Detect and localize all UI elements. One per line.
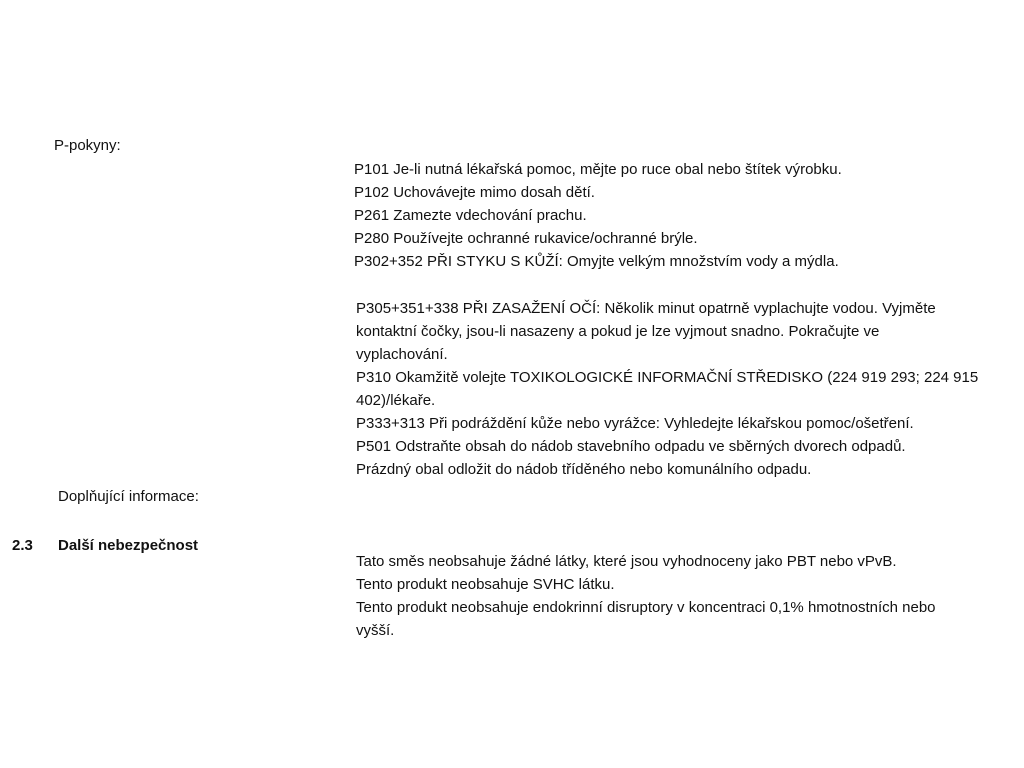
p-statement: P501 Odstraňte obsah do nádob stavebního odpadu ve sběrných dvorech odpadů.: [356, 438, 906, 455]
section-number: 2.3: [12, 537, 33, 554]
p-statement: kontaktní čočky, jsou-li nasazeny a pokud je lze vyjmout snadno. Pokračujte ve: [356, 323, 880, 340]
p-statements-group-2: [356, 297, 978, 481]
p-statement: vyplachování.: [356, 346, 448, 363]
supplementary-info-label: Doplňující informace:: [58, 488, 199, 505]
p-statement: P261 Zamezte vdechování prachu.: [354, 207, 587, 224]
p-statement: P310 Okamžitě volejte TOXIKOLOGICKÉ INFORMAČNÍ STŘEDISKO (224 919 293; 224 915: [356, 369, 979, 386]
hazard-statement: Tato směs neobsahuje žádné látky, které jsou vyhodnoceny jako PBT nebo vPvB.: [356, 553, 897, 570]
p-statement: P101 Je-li nutná lékařská pomoc, mějte po ruce obal nebo štítek výrobku.: [354, 161, 842, 178]
p-statement: P302+352 PŘI STYKU S KŮŽÍ: Omyjte velkým množstvím vody a mýdla.: [354, 253, 839, 270]
p-statement: P280 Používejte ochranné rukavice/ochranné brýle.: [354, 230, 698, 247]
p-statement: P102 Uchovávejte mimo dosah dětí.: [354, 184, 595, 201]
other-hazards-text: [356, 550, 936, 642]
hazard-statement: Tento produkt neobsahuje endokrinní disruptory v koncentraci 0,1% hmotnostních nebo: [356, 599, 936, 616]
p-statement: 402)/lékaře.: [356, 392, 436, 409]
hazard-statement: Tento produkt neobsahuje SVHC látku.: [356, 576, 615, 593]
hazard-statement: vyšší.: [356, 622, 395, 639]
section-title: Další nebezpečnost: [58, 537, 199, 554]
p-statement: Prázdný obal odložit do nádob tříděného nebo komunálního odpadu.: [356, 461, 812, 478]
p-statements-group-1: [354, 158, 842, 273]
p-statement: P305+351+338 PŘI ZASAŽENÍ OČÍ: Několik minut opatrně vyplachujte vodou. Vyjměte: [356, 300, 936, 317]
p-statement: P333+313 Při podráždění kůže nebo vyrážce: Vyhledejte lékařskou pomoc/ošetření.: [356, 415, 914, 432]
p-pokyny-label: P-pokyny:: [54, 137, 121, 154]
